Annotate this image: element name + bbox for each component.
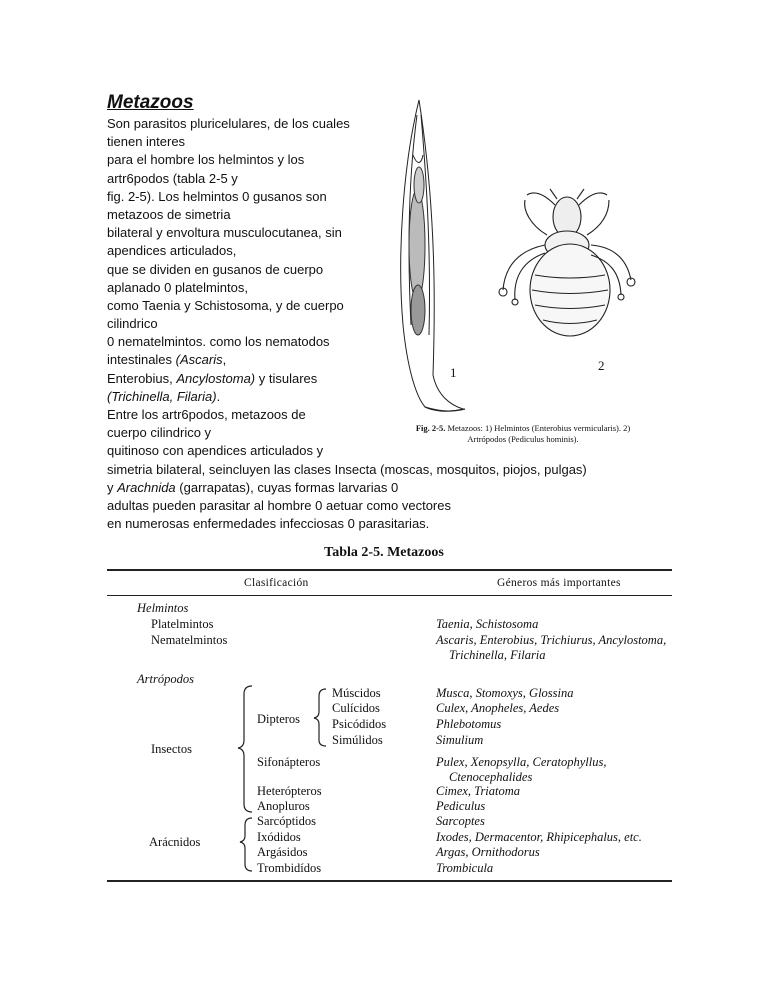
- genus-sarcoptes: Sarcoptes: [436, 814, 485, 828]
- paragraph-text: Ancylostoma): [176, 370, 256, 386]
- paragraph-text: (Trichinella, Filaria): [107, 388, 217, 404]
- genus-culex: Culex, Anopheles, Aedes: [436, 701, 560, 715]
- row-platelmintos: Platelmintos: [151, 617, 214, 631]
- figure-caption-line2: Artrópodos (Pediculus hominis).: [467, 434, 579, 444]
- figure-caption-prefix: Fig. 2-5.: [415, 423, 446, 433]
- paragraph-text: y tisulares: [255, 370, 318, 386]
- paragraph-text: para el hombre los helmintos y los: [107, 152, 305, 168]
- paragraph-text: en numerosas enfermedades infecciosas 0 parasitarias.: [107, 516, 430, 532]
- paragraph-text: (garrapatas), cuyas formas larvarias 0: [175, 479, 399, 495]
- paragraph-text: simetria bilateral, seincluyen las clases Insecta (moscas, mosquitos, piojos, pulgas): [107, 461, 587, 477]
- col-header-clasificacion: Clasificación: [244, 577, 309, 589]
- paragraph-text: quitinoso con apendices articulados y: [107, 443, 324, 459]
- genus-musca: Musca, Stomoxys, Glossina: [436, 686, 574, 700]
- genus-phlebotomus: Phlebotomus: [436, 717, 502, 731]
- cell-trombididos: Trombidídos: [257, 861, 322, 875]
- paragraph-text: fig. 2-5). Los helmintos 0 gusanos son: [107, 188, 327, 204]
- cell-ixodidos: Ixódidos: [257, 830, 301, 844]
- cell-anopluros: Anopluros: [257, 799, 310, 813]
- cell-argasidos: Argásidos: [257, 845, 308, 859]
- genus-taenia: Taenia, Schistosoma: [436, 617, 539, 631]
- cell-sarcoptidos: Sarcóptidos: [257, 814, 317, 828]
- paragraph-text: apendices articulados,: [107, 243, 237, 259]
- row-insectos: Insectos: [151, 742, 192, 756]
- paragraph-text: que se dividen en gusanos de cuerpo: [107, 261, 324, 277]
- row-helmintos: Helmintos: [137, 601, 189, 615]
- genus-ascaris: Ascaris, Enterobius, Trichiurus, Ancylostoma,: [436, 633, 667, 647]
- page-title: Metazoos: [107, 92, 194, 113]
- genus-trichinella: Trichinella, Filaria: [449, 648, 546, 662]
- figure-label-2: 2: [598, 358, 605, 373]
- paragraph-text: como Taenia y Schistosoma, y de cuerpo: [107, 297, 344, 313]
- paragraph-text: cuerpo cilindrico y: [107, 425, 212, 441]
- paragraph-text: ,: [222, 352, 227, 368]
- figure-caption-line1: Metazoos: 1) Helmintos (Enterobius vermicularis). 2): [447, 423, 631, 433]
- paragraph-text: intestinales: [107, 352, 176, 368]
- row-dipteros: Dipteros: [257, 712, 301, 726]
- paragraph-text: (Ascaris: [175, 352, 223, 368]
- col-header-generos: Géneros más importantes: [497, 577, 621, 589]
- paragraph-text: tienen interes: [107, 134, 186, 150]
- genus-trombicula: Trombicula: [436, 861, 494, 875]
- paragraph-text: aplanado 0 platelmintos,: [107, 279, 248, 295]
- paragraph-text: Arachnida: [117, 479, 176, 495]
- genus-cimex: Cimex, Triatoma: [436, 784, 521, 798]
- row-aracnidos: Arácnidos: [149, 835, 201, 849]
- cell-sifonapteros: Sifonápteros: [257, 755, 321, 769]
- brace-dipteros: [314, 689, 326, 746]
- paragraph-text: .: [216, 388, 221, 404]
- paragraph-text: y: [107, 479, 118, 495]
- row-artropodos: Artrópodos: [137, 672, 194, 686]
- table-bottom-rule: [107, 880, 672, 882]
- figure-label-1: 1: [450, 365, 457, 380]
- cell-psicodidos: Psicódidos: [332, 717, 387, 731]
- cell-heteropteros: Heterópteros: [257, 784, 322, 798]
- cell-simulidos: Simúlidos: [332, 733, 383, 747]
- paragraph-text: Son parasitos pluricelulares, de los cuales: [107, 116, 350, 131]
- cell-muscidos: Múscidos: [332, 686, 381, 700]
- genus-pediculus: Pediculus: [436, 799, 486, 813]
- genus-pulex: Pulex, Xenopsylla, Ceratophyllus,: [436, 755, 607, 769]
- cell-culicidos: Culícidos: [332, 701, 380, 715]
- genus-ctenocephalides: Ctenocephalides: [449, 770, 533, 784]
- paragraph-text: cilindrico: [107, 316, 158, 332]
- paragraph-text: Enterobius,: [107, 370, 177, 386]
- paragraph-text: 0 nematelmintos. como los nematodos: [107, 334, 330, 350]
- brace-aracnidos: [240, 818, 252, 871]
- genus-ixodes: Ixodes, Dermacentor, Rhipicephalus, etc.: [436, 830, 642, 844]
- genus-argas: Argas, Ornithodorus: [436, 845, 540, 859]
- paragraph-text: artr6podos (tabla 2-5 y: [107, 170, 238, 186]
- row-nematelmintos: Nematelmintos: [151, 633, 228, 647]
- paragraph-text: bilateral y envoltura musculocutanea, sin: [107, 225, 342, 241]
- brace-insectos: [238, 686, 252, 812]
- paragraph-text: adultas pueden parasitar al hombre 0 aetuar como vectores: [107, 497, 451, 513]
- paragraph-text: metazoos de simetria: [107, 206, 231, 222]
- paragraph-text: Entre los artr6podos, metazoos de: [107, 407, 306, 422]
- table-title: Tabla 2-5. Metazoos: [324, 545, 444, 560]
- genus-simulium: Simulium: [436, 733, 484, 747]
